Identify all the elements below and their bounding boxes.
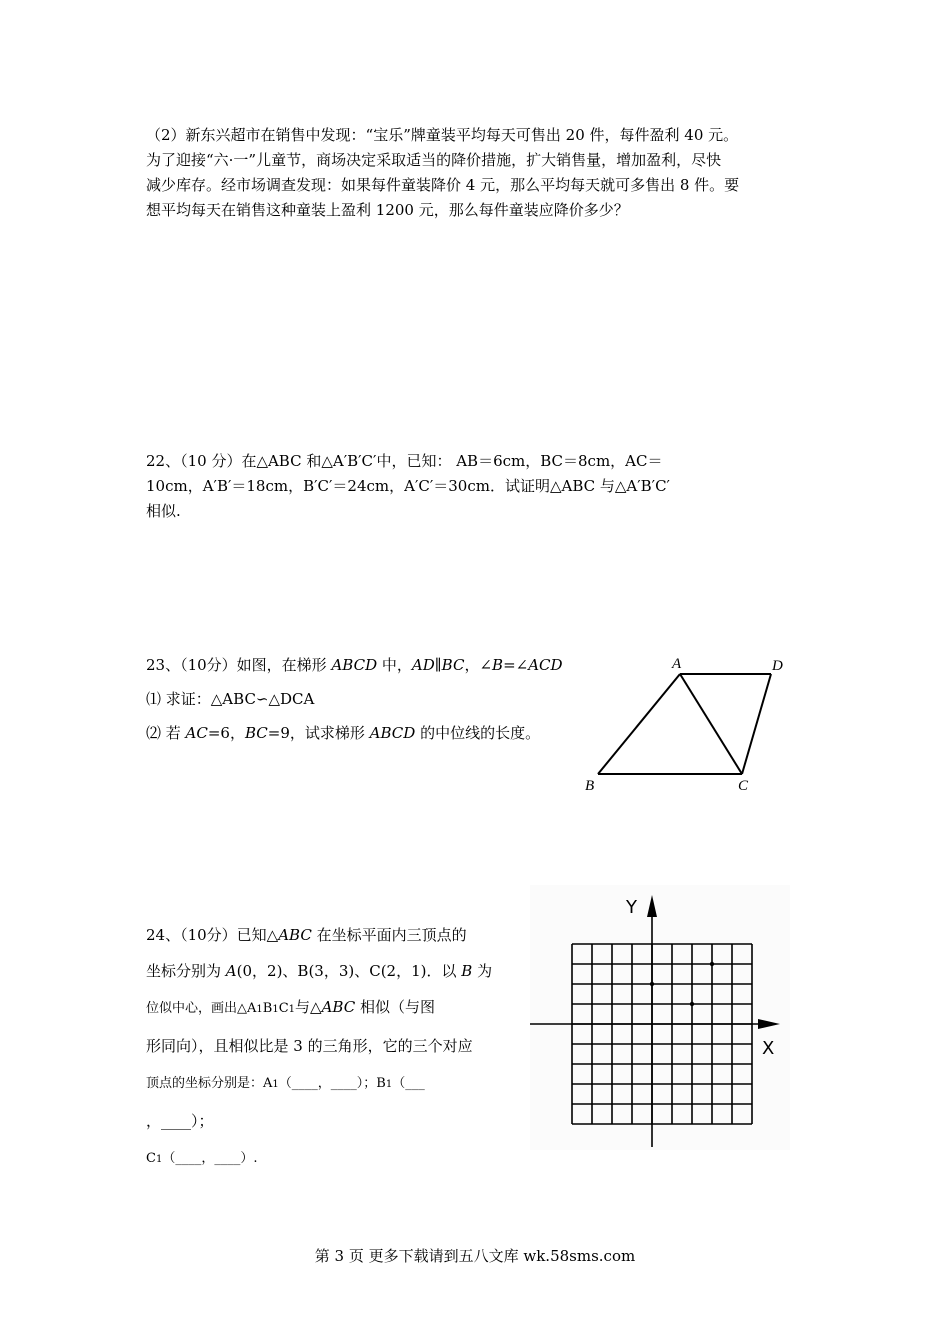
- q23-line-3: ⑵ 若 AC=6，BC=9，试求梯形 ABCD 的中位线的长度。: [146, 724, 541, 742]
- q24-line-6: ，____）；: [146, 1112, 214, 1130]
- q23-line-2: ⑴ 求证：△ABC∽△DCA: [146, 690, 315, 708]
- vertex-label-d: D: [772, 658, 783, 674]
- q23-line-1: 23、（10分）如图，在梯形 ABCD 中，AD∥BC，∠B=∠ACD: [146, 656, 563, 674]
- question-21-part-2: [146, 123, 810, 223]
- y-axis-arrow: [647, 895, 657, 917]
- x-axis-arrow: [758, 1019, 780, 1029]
- point-c: [690, 1002, 694, 1006]
- q21-line-2: 为了迎接“六·一”儿童节，商场决定采取适当的降价措施，扩大销售量，增加盈利，尽快: [146, 151, 722, 169]
- point-a: [650, 982, 654, 986]
- vertex-label-c: C: [738, 778, 749, 794]
- q22-line-3: 相似.: [146, 502, 181, 520]
- q24-line-1: 24、（10分）已知△ABC 在坐标平面内三顶点的: [146, 926, 467, 944]
- grid-lines: [572, 944, 752, 1124]
- q24-line-2: 坐标分别为 A(0，2)、B(3，3)、C(2，1)．以 B 为: [146, 962, 493, 980]
- diagonal-ac: [680, 674, 742, 774]
- q21-line-4: 想平均每天在销售这种童装上盈利 1200 元，那么每件童装应降价多少？: [146, 201, 629, 219]
- q24-line-7: C1（____，____）.: [146, 1151, 258, 1166]
- q24-line-5: 顶点的坐标分别是：A1（____，____）；B1（___: [146, 1076, 425, 1091]
- q21-line-1: （2）新东兴超市在销售中发现：“宝乐”牌童装平均每天可售出 20 件，每件盈利 40 元。: [146, 126, 739, 144]
- question-22: [146, 449, 810, 524]
- coordinate-grid-figure: [530, 885, 790, 1150]
- q22-line-1: 22、（10 分）在△ABC 和△A′B′C′中，已知： AB＝6cm，BC＝8cm，AC＝: [146, 452, 663, 470]
- question-24: [146, 917, 516, 1178]
- x-axis-label: X: [762, 1038, 775, 1059]
- side-ab: [598, 674, 680, 774]
- page-footer: 第 3 页 更多下载请到五八文库 wk.58sms.com: [314, 1247, 636, 1265]
- q24-line-4: 形同向），且相似比是 3 的三角形，它的三个对应: [146, 1037, 473, 1055]
- q21-line-3: 减少库存。经市场调查发现：如果每件童装降价 4 元，那么平均每天就可多售出 8 件。要: [146, 176, 740, 194]
- point-b: [710, 962, 714, 966]
- q22-line-2: 10cm，A′B′＝18cm，B′C′＝24cm，A′C′＝30cm．试证明△ABC 与△A′B′C′: [146, 477, 670, 495]
- trapezoid-figure: [580, 650, 800, 800]
- vertex-label-a: A: [672, 656, 682, 672]
- y-axis-label: Y: [626, 897, 637, 918]
- vertex-label-b: B: [585, 778, 595, 794]
- side-cd: [742, 674, 771, 774]
- q24-line-3: 位似中心，画出△A1B1C1与△ABC 相似（与图: [146, 998, 435, 1016]
